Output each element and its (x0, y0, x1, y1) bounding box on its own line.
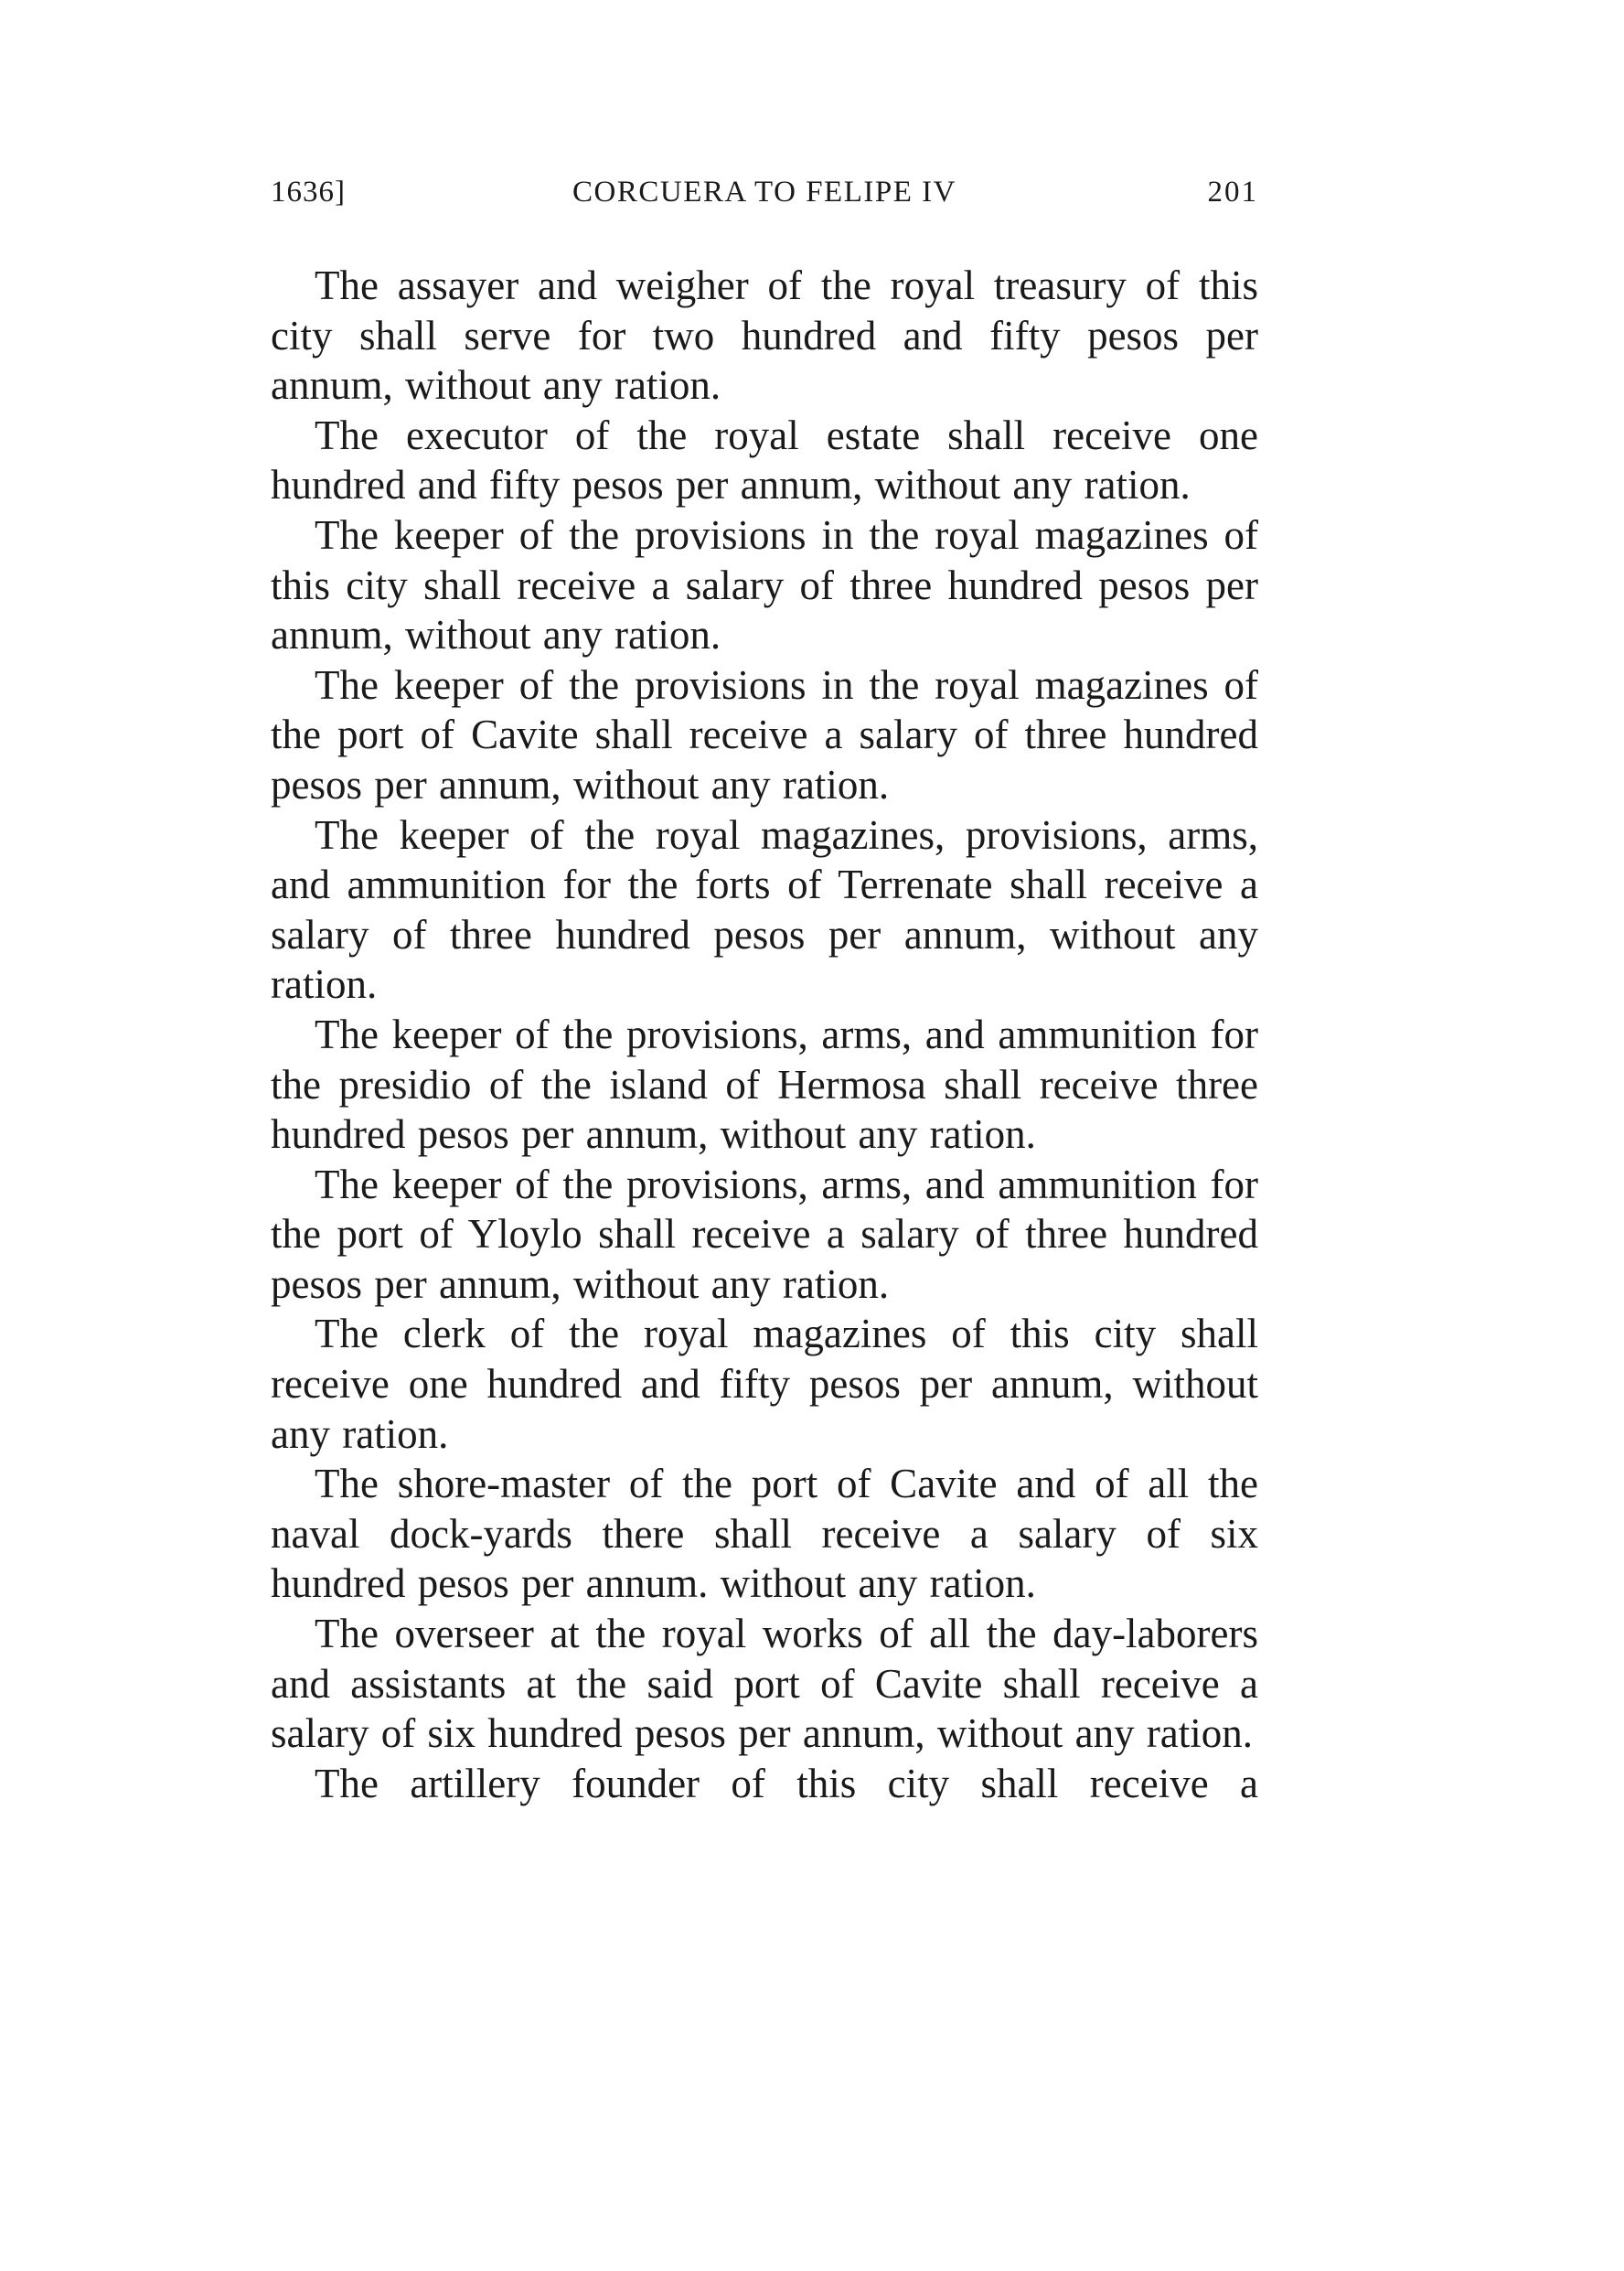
paragraph-shore-master: The shore-master of the port of Cavite and of all the naval dock-yards there shall receive a salary of six hundred pesos per annum. without any ration. (271, 1461, 1258, 1607)
paragraph-keeper-hermosa: The keeper of the provisions, arms, and ammunition for the presidio of the island of Hermosa shall receive three hundred pesos per annum, without any ration. (271, 1011, 1258, 1158)
page-number: 201 (1207, 176, 1258, 209)
paragraph-keeper-cavite: The keeper of the provisions in the royal magazines of the port of Cavite shall receive a salary of three hundred pesos per annum, without any ration. (271, 661, 1258, 808)
paragraph-executor: The executor of the royal estate shall receive one hundred and fifty pesos per annum, without any ration. (271, 412, 1258, 509)
paragraph-keeper-yloylo: The keeper of the provisions, arms, and ammunition for the port of Yloylo shall receive a salary of three hundred pesos per annum, without any ration. (271, 1161, 1258, 1307)
paragraph-artillery-founder: The artillery founder of this city shall receive a (315, 1760, 1258, 1806)
paragraph-overseer: The overseer at the royal works of all the day-laborers and assistants at the said port of Cavite shall receive a salary of six hundred pesos per annum, without any ration. (271, 1611, 1258, 1757)
paragraph-assayer: The assayer and weigher of the royal treasury of this city shall serve for two hundred and fifty pesos per annum, without any ration. (271, 262, 1258, 409)
running-head-title: CORCUERA TO FELIPE IV (572, 176, 956, 209)
paragraph-keeper-city: The keeper of the provisions in the royal magazines of this city shall receive a salary of three hundred pesos per annum, without any ration. (271, 511, 1258, 659)
body-text (271, 261, 1258, 1808)
running-head (271, 176, 1258, 221)
paragraph-keeper-terrenate: The keeper of the royal magazines, provisions, arms, and ammunition for the forts of Terrenate shall receive a salary of three hundred pesos per annum, without any ration. (271, 811, 1258, 1008)
running-head-year: 1636] (271, 176, 346, 209)
paragraph-clerk: The clerk of the royal magazines of this city shall receive one hundred and fifty pesos per annum, without any ration. (271, 1311, 1258, 1457)
